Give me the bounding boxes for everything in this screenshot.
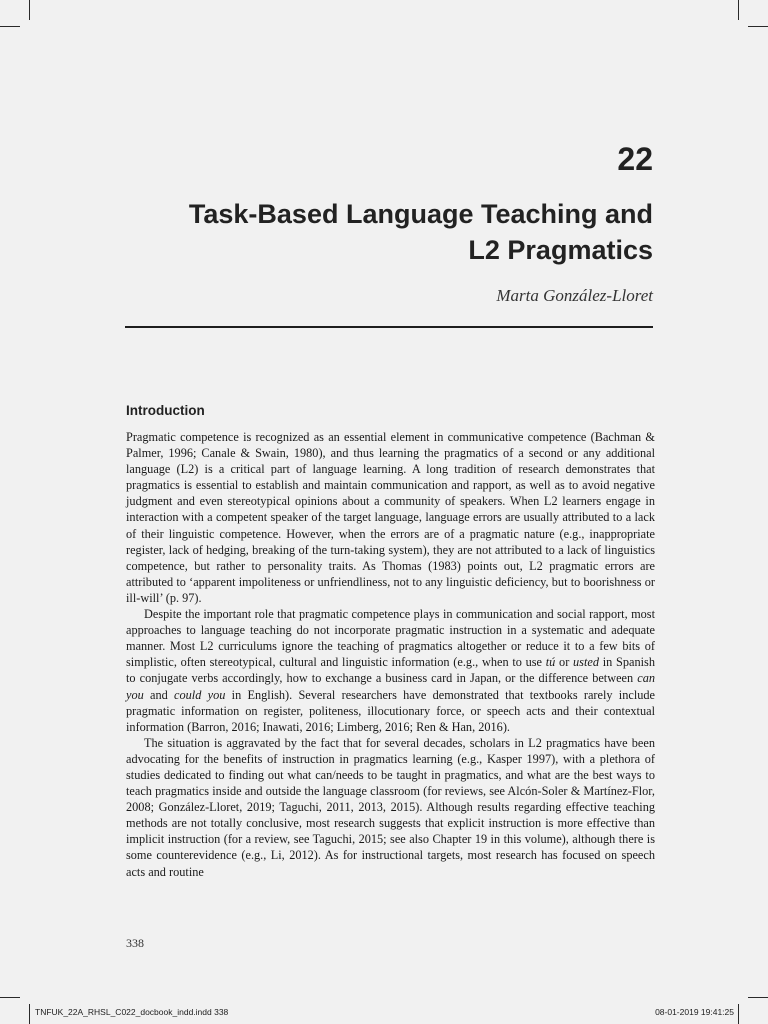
text-run: in English). Several researchers have demonstrated that textbooks rarely include pragmatic information on register, politeness, illocutionary force, or speech acts and their contextual information (Barron, 2016; Inawati, 2016; Limberg, 2016; Ren & Han, 2016). xyxy=(126,687,656,734)
body-paragraph xyxy=(126,429,655,606)
section-heading: Introduction xyxy=(126,403,205,418)
text-run: The situation is aggravated by the fact that for several decades, scholars in L2 pragmatics have been advocating for the benefits of instruction in pragmatics learning (e.g., Kasper 1997), with a plethora of studies dedicated to finding out what can/needs to be taught in pragmatics, and what are the best ways to teach pragmatics inside and outside the language classroom (for reviews, see Alcón-Soler & Martínez-Flor, 2008; González-Lloret, 2019; Taguchi, 2011, 2013, 2015). Although results regarding effective teaching methods are not totally conclusive, most research suggests that explicit instruction is more effective than implicit instruction (for a review, see Taguchi, 2015; see also Chapter 19 in this volume), although there is some counterevidence (e.g., Li, 2012). As for instructional targets, most research has focused on speech acts and routine xyxy=(126,735,655,879)
body-paragraph xyxy=(126,606,655,735)
crop-mark xyxy=(0,997,20,998)
italic-term: could you xyxy=(174,687,226,702)
chapter-title-line: L2 Pragmatics xyxy=(468,235,653,265)
title-rule xyxy=(125,326,653,328)
italic-term: usted xyxy=(573,655,599,670)
body-paragraph xyxy=(126,735,655,880)
body-text xyxy=(126,429,655,880)
text-run: Pragmatic competence is recognized as an essential element in communicative competence (Bachman & Palmer, 1996; Canale & Swain, 1980), and thus learning the pragmatics of a second or any additional language (L2) is a critical part of language learning. A long tradition of research demonstrates that pragmatics is essential to establish and maintain communication and rapport, as well as to avoid negative judgment and even stereotypical opinions about a community of speakers. When L2 learners engage in interaction with a competent speaker of the target language, language errors are usually attributed to a lack of their linguistic competence. However, when the errors are of a pragmatic nature (e.g., inappropriate register, lack of hedging, breaking of the turn-taking system), they are not attributed to a lack of linguistics competence, but rather to personality traits. As Thomas (1983) points out, L2 pragmatic errors are attributed to ‘apparent impoliteness or unfriendliness, not to any linguistic deficiency, but to boorishness or ill-will’ (p. 97). xyxy=(126,430,655,605)
chapter-title xyxy=(93,196,653,268)
crop-mark xyxy=(738,1004,739,1024)
crop-mark xyxy=(29,0,30,20)
chapter-title-line: Task-Based Language Teaching and xyxy=(188,199,653,229)
page-number: 338 xyxy=(126,936,144,950)
italic-term: tú xyxy=(545,655,556,670)
print-slug-datetime: 08-01-2019 19:41:25 xyxy=(655,1007,734,1017)
italic-term: can you xyxy=(126,671,655,702)
chapter-number: 22 xyxy=(617,141,653,177)
crop-mark xyxy=(748,997,768,998)
text-run: in Spanish to conjugate verbs accordingly, how to exchange a business card in Japan, or the difference between xyxy=(126,655,655,686)
crop-mark xyxy=(748,26,768,27)
print-slug-file: TNFUK_22A_RHSL_C022_docbook_indd.indd 338 xyxy=(35,1007,229,1017)
crop-mark xyxy=(29,1004,30,1024)
text-run: or xyxy=(555,655,574,670)
text-run: and xyxy=(143,687,175,702)
crop-mark xyxy=(0,26,20,27)
chapter-author: Marta González-Lloret xyxy=(496,286,653,305)
text-run: Despite the important role that pragmatic competence plays in communication and social rapport, most approaches to language teaching do not incorporate pragmatic instruction in a systematic and adequate manner. Most L2 curriculums ignore the teaching of pragmatics altogether or reduce it to a few bits of simplistic, often stereotypical, cultural and linguistic information (e.g., when to use xyxy=(126,607,655,670)
crop-mark xyxy=(738,0,739,20)
